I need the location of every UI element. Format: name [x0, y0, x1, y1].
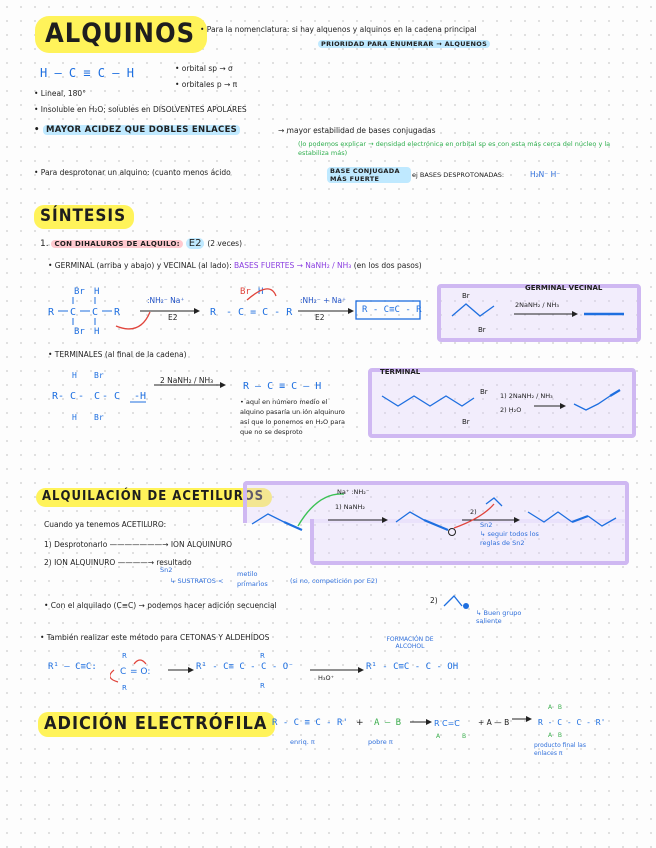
box-note: ↳ seguir todos los reglas de Sn2 [480, 530, 539, 547]
svg-text:H: H [94, 287, 100, 297]
svg-text:Br: Br [74, 327, 85, 337]
prioridad-note: PRIORIDAD PARA ENUMERAR → ALQUENOS [318, 40, 490, 48]
terminal-box-reagent1: 1) 2NaNH₂ / NH₃ [500, 392, 553, 400]
geminal-line [48, 261, 422, 270]
adicion-product-top: A B [548, 704, 562, 711]
svg-text:R: R [260, 682, 265, 690]
orbitales-p-note: • orbitales p → π [175, 80, 238, 89]
adicion-product-note: producto final las enlaces π [534, 742, 586, 757]
adicion-title: ADICIÓN ELECTRÓFILA [38, 712, 275, 737]
svg-text:C=C: C=C [442, 719, 460, 728]
bases-fuertes: BASES FUERTES → NaNH₂ / NH₃ [234, 261, 352, 270]
svg-text:A: A [436, 733, 441, 740]
alquilacion-metilo: metilo [237, 570, 258, 578]
term-note: • aquí en número medio el alquino pasaría un ión alquinuro así que lo ponemos en H₂O para que no se desproto [240, 398, 346, 436]
alquilacion-paso1: 1) Desprotonarlo ———————→ ION ALQUINURO [44, 540, 233, 549]
cetona-mech-mid: R¹ - C≡ C - C - O⁻ [196, 662, 294, 672]
mech2-e2: E2 [315, 313, 325, 322]
adicion-reactant2: A — B [374, 718, 402, 728]
terminal-box-title: TERMINAL [380, 368, 421, 376]
orbital-sp-note: • orbital sp → σ [175, 64, 233, 73]
term-arrow [150, 380, 230, 390]
alquilacion-sn2: Sn2 [160, 566, 173, 574]
svg-text:R-: R- [52, 391, 65, 402]
insoluble-note: • Insoluble en H₂O; solubles en DISOLVENTES APOLARES [34, 105, 247, 114]
box-sn2: Sn2 [480, 521, 493, 529]
terminales-line: • TERMINALES (al final de la cadena) [48, 350, 187, 359]
grupo-bullet: 2) [430, 596, 438, 605]
svg-text:Br: Br [478, 326, 486, 334]
alquilacion-competicion: (si no, competición por E2) [290, 577, 378, 585]
svg-text:Br: Br [94, 371, 104, 380]
geminal-text: • GERMINAL (arriba y abajo) y VECINAL (al lado): [48, 261, 232, 270]
svg-text:R: R [260, 652, 265, 660]
box-reagent1: Na⁺ :NH₂⁻ [337, 488, 370, 496]
adicion-mid-plus: + A — B [478, 718, 510, 727]
svg-text:Br: Br [74, 287, 85, 297]
alquilacion-cuando: Cuando ya tenemos ACETILURO: [44, 520, 167, 529]
geminal-box-drawing [444, 288, 629, 336]
term-product: R — C ≡ C — H [243, 381, 322, 392]
alquilacion-title: ALQUILACIÓN DE ACETILUROS [36, 488, 272, 507]
svg-text:R: R [210, 307, 217, 318]
mech1-e2: E2 [168, 313, 178, 322]
svg-text:R: R [434, 719, 440, 728]
alquilacion-sustratos: ↳ SUSTRATOS < [170, 577, 224, 585]
svg-text:R: R [122, 652, 127, 660]
cetona-h3o: H₃O⁺ [318, 674, 335, 682]
item1-veces: (2 veces) [207, 239, 243, 248]
desprotonar-note: • Para desprotonar un alquino: (cuanto menos ácido [34, 168, 231, 177]
mech-product: R - C≡C - R [362, 305, 422, 315]
svg-text:H: H [258, 287, 264, 297]
cetonas-line: • También realizar este método para CETONAS Y ALDEHÍDOS [40, 633, 270, 642]
box-step2: 2) [470, 508, 477, 516]
formacion-label: FORMACIÓN DE ALCOHOL [386, 636, 434, 650]
mech1-reagent: :NH₂⁻ Na⁺ [147, 296, 185, 305]
svg-text:H: H [72, 371, 77, 380]
bases-examples: H₂N⁻ H⁻ [530, 170, 561, 179]
terminal-box-reagent2: 2) H₂O [500, 406, 522, 414]
alquilacion-paso2: 2) ION ALQUINURO ————→ resultado [44, 558, 192, 567]
svg-text:C: C [70, 391, 77, 402]
acetylene-formula: H — C ≡ C — H [40, 66, 134, 80]
acidez-arrow: → mayor estabilidad de bases conjugadas [278, 126, 436, 135]
item1-label: CON DIHALUROS DE ALQUILO: [51, 240, 182, 248]
lineal-note: • Lineal, 180° [34, 89, 86, 98]
adicion-arrow-drawing [406, 706, 476, 742]
terminal-box-drawing [374, 376, 624, 430]
svg-text:- C = C - R: - C = C - R [226, 307, 293, 318]
geminal-box-reagent: 2NaNH₂ / NH₃ [515, 301, 560, 309]
adicion-pobre: pobre π [368, 738, 393, 746]
adicion-rich: enriq. π [290, 738, 315, 746]
mech2-reagent: :NH₂⁻ + Na⁺ [300, 296, 346, 305]
svg-text:Br: Br [240, 287, 251, 297]
alquinos-title: ALQUINOS [35, 16, 207, 53]
buen-grupo-note: ↳ Buen grupo saliente [476, 609, 522, 625]
cetona-mech-right: R¹ - C≡C - C - OH [366, 662, 459, 672]
svg-text:R: R [114, 307, 121, 318]
alkino-line: • Con el alquilado (C≡C) → podemos hacer adición secuencial [44, 601, 277, 610]
base-conjugada-box: BASE CONJUGADA MÁS FUERTE [327, 167, 411, 183]
alquilacion-box-drawing [246, 482, 621, 557]
svg-text:H: H [94, 327, 100, 337]
acidez-bullet: • MAYOR ACIDEZ QUE DOBLES ENLACES [34, 125, 240, 135]
svg-text:C: C [120, 667, 127, 677]
acidez-explanation: (lo podemos explicar → densidad electrónica en orbital sp es con esta más cerca del núcleo y la estabiliza más) [298, 140, 611, 157]
geminal-box-title: GERMINAL VECINAL [525, 284, 603, 292]
svg-text:C: C [70, 307, 77, 318]
acidez-main: MAYOR ACIDEZ QUE DOBLES ENLACES [43, 125, 240, 135]
adicion-arrow2 [510, 712, 534, 726]
svg-text:-H: -H [134, 391, 147, 402]
svg-text:B: B [462, 733, 467, 740]
item1-e2: E2 [186, 238, 205, 249]
item1-number: 1. [40, 239, 49, 249]
svg-text:C: C [94, 391, 101, 402]
svg-text:Br: Br [462, 292, 470, 300]
svg-text:- C: - C [102, 391, 121, 402]
adicion-reactant1: R - C ≡ C - R' [272, 718, 348, 728]
adicion-product: R - C - C - R' [538, 718, 606, 727]
cetona-mech-left: R¹ — C≡C: [48, 662, 97, 672]
bases-desprot-label: ej BASES DESPROTONADAS: [412, 171, 505, 179]
terminal-dihalide-drawing [50, 366, 170, 426]
svg-text:C: C [92, 307, 99, 318]
svg-text:-: - [78, 391, 85, 402]
svg-text:Br: Br [462, 418, 470, 426]
box-reagent2: 1) NaNH₂ [335, 503, 365, 511]
nomenclatura-note: • Para la nomenclatura: si hay alquenos y alquinos en la cadena principal [200, 25, 477, 34]
svg-text:= O:: = O: [130, 667, 151, 677]
grupo-drawing [440, 588, 480, 618]
adicion-plus: + [356, 718, 364, 728]
svg-text:H: H [72, 413, 77, 422]
dos-pasos: (en los dos pasos) [353, 261, 422, 270]
sintesis-item1 [40, 238, 242, 249]
alquilacion-primarios: primarios [237, 580, 268, 588]
adicion-product-bottom: A B [548, 732, 562, 739]
svg-text:R: R [122, 684, 127, 692]
sintesis-title: SÍNTESIS [34, 205, 134, 229]
svg-text:Br: Br [94, 413, 104, 422]
svg-text:R: R [48, 307, 55, 318]
term-reagent: 2 NaNH₂ / NH₃ [160, 376, 214, 385]
svg-text:Br: Br [480, 388, 488, 396]
